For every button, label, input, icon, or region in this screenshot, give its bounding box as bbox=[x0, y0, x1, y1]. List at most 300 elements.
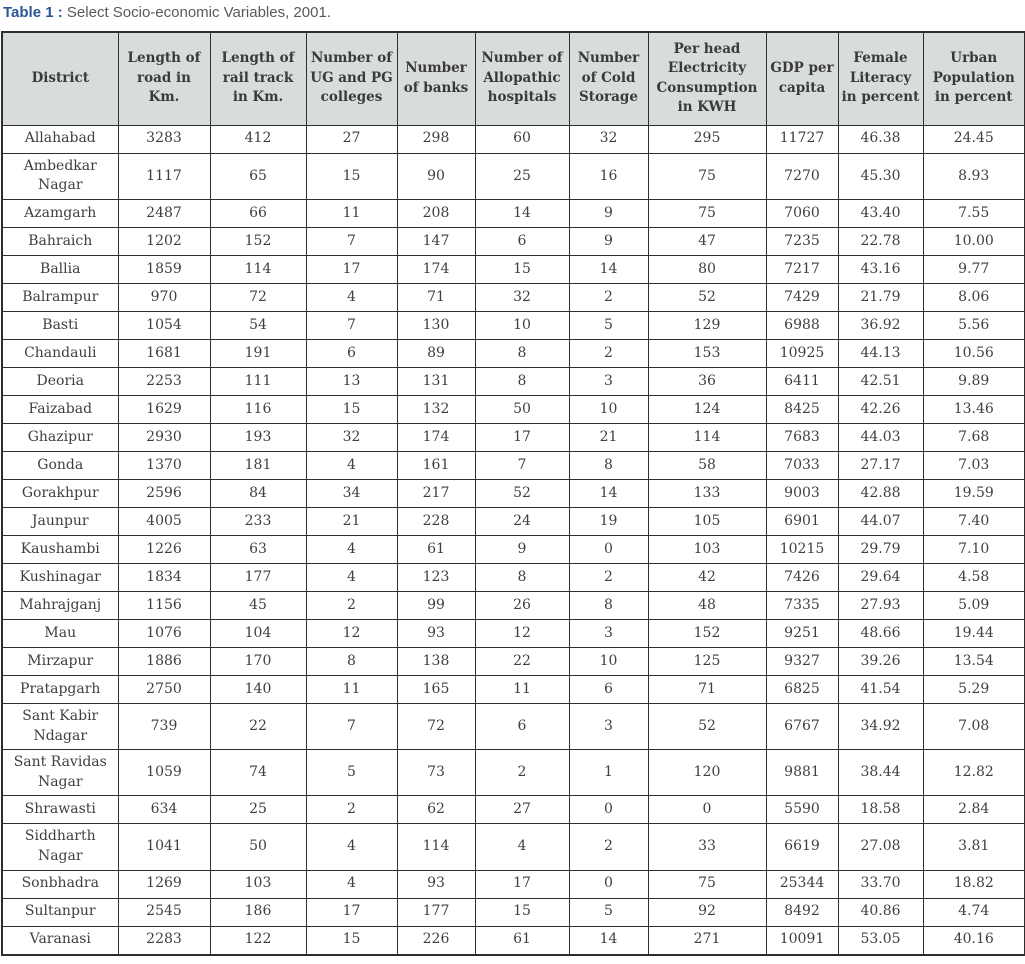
value-cell: 10.56 bbox=[923, 339, 1025, 367]
value-cell: 7033 bbox=[766, 451, 838, 479]
district-cell: Kushinagar bbox=[2, 563, 118, 591]
value-cell: 15 bbox=[475, 255, 569, 283]
value-cell: 4 bbox=[306, 870, 397, 898]
value-cell: 13 bbox=[306, 367, 397, 395]
value-cell: 2 bbox=[569, 339, 648, 367]
district-cell: Mau bbox=[2, 619, 118, 647]
value-cell: 65 bbox=[210, 153, 306, 199]
value-cell: 3 bbox=[569, 619, 648, 647]
value-cell: 40.16 bbox=[923, 926, 1025, 955]
value-cell: 45.30 bbox=[838, 153, 923, 199]
value-cell: 9003 bbox=[766, 479, 838, 507]
value-cell: 27.17 bbox=[838, 451, 923, 479]
value-cell: 7.03 bbox=[923, 451, 1025, 479]
value-cell: 1226 bbox=[118, 535, 210, 563]
value-cell: 14 bbox=[569, 255, 648, 283]
value-cell: 29.64 bbox=[838, 563, 923, 591]
value-cell: 1054 bbox=[118, 311, 210, 339]
district-cell: Ballia bbox=[2, 255, 118, 283]
district-cell: Azamgarh bbox=[2, 199, 118, 227]
value-cell: 80 bbox=[648, 255, 766, 283]
value-cell: 5 bbox=[306, 750, 397, 796]
value-cell: 33.70 bbox=[838, 870, 923, 898]
value-cell: 4 bbox=[306, 824, 397, 870]
value-cell: 120 bbox=[648, 750, 766, 796]
table-row bbox=[2, 423, 1025, 451]
value-cell: 89 bbox=[397, 339, 475, 367]
value-cell: 7.55 bbox=[923, 199, 1025, 227]
value-cell: 2 bbox=[306, 591, 397, 619]
value-cell: 3 bbox=[569, 367, 648, 395]
table-row bbox=[2, 703, 1025, 749]
value-cell: 19 bbox=[569, 507, 648, 535]
value-cell: 54 bbox=[210, 311, 306, 339]
value-cell: 10.00 bbox=[923, 227, 1025, 255]
value-cell: 52 bbox=[475, 479, 569, 507]
value-cell: 2596 bbox=[118, 479, 210, 507]
value-cell: 6411 bbox=[766, 367, 838, 395]
value-cell: 72 bbox=[397, 703, 475, 749]
value-cell: 13.54 bbox=[923, 647, 1025, 675]
value-cell: 114 bbox=[397, 824, 475, 870]
table-row bbox=[2, 311, 1025, 339]
value-cell: 71 bbox=[397, 283, 475, 311]
value-cell: 10215 bbox=[766, 535, 838, 563]
value-cell: 217 bbox=[397, 479, 475, 507]
value-cell: 7.68 bbox=[923, 423, 1025, 451]
table-body bbox=[2, 125, 1025, 954]
value-cell: 84 bbox=[210, 479, 306, 507]
value-cell: 93 bbox=[397, 619, 475, 647]
value-cell: 44.03 bbox=[838, 423, 923, 451]
value-cell: 8 bbox=[569, 451, 648, 479]
value-cell: 48 bbox=[648, 591, 766, 619]
district-cell: Gorakhpur bbox=[2, 479, 118, 507]
value-cell: 4 bbox=[306, 563, 397, 591]
value-cell: 2545 bbox=[118, 898, 210, 926]
value-cell: 208 bbox=[397, 199, 475, 227]
value-cell: 50 bbox=[475, 395, 569, 423]
value-cell: 71 bbox=[648, 675, 766, 703]
value-cell: 233 bbox=[210, 507, 306, 535]
value-cell: 40.86 bbox=[838, 898, 923, 926]
value-cell: 6 bbox=[569, 675, 648, 703]
value-cell: 8 bbox=[569, 591, 648, 619]
column-header: GDP per capita bbox=[766, 32, 838, 126]
value-cell: 24 bbox=[475, 507, 569, 535]
value-cell: 10 bbox=[475, 311, 569, 339]
value-cell: 29.79 bbox=[838, 535, 923, 563]
table-row bbox=[2, 255, 1025, 283]
value-cell: 11 bbox=[306, 199, 397, 227]
value-cell: 50 bbox=[210, 824, 306, 870]
value-cell: 152 bbox=[648, 619, 766, 647]
table-row bbox=[2, 563, 1025, 591]
value-cell: 41.54 bbox=[838, 675, 923, 703]
district-cell: Ghazipur bbox=[2, 423, 118, 451]
column-header: Number of banks bbox=[397, 32, 475, 126]
column-header: Urban Population in percent bbox=[923, 32, 1025, 126]
value-cell: 1834 bbox=[118, 563, 210, 591]
value-cell: 226 bbox=[397, 926, 475, 955]
value-cell: 14 bbox=[569, 479, 648, 507]
value-cell: 177 bbox=[397, 898, 475, 926]
value-cell: 11 bbox=[475, 675, 569, 703]
value-cell: 60 bbox=[475, 125, 569, 153]
table-row bbox=[2, 507, 1025, 535]
value-cell: 4005 bbox=[118, 507, 210, 535]
district-cell: Faizabad bbox=[2, 395, 118, 423]
value-cell: 1117 bbox=[118, 153, 210, 199]
value-cell: 140 bbox=[210, 675, 306, 703]
table-row bbox=[2, 591, 1025, 619]
value-cell: 11 bbox=[306, 675, 397, 703]
value-cell: 5 bbox=[569, 898, 648, 926]
value-cell: 1681 bbox=[118, 339, 210, 367]
value-cell: 7.08 bbox=[923, 703, 1025, 749]
value-cell: 19.59 bbox=[923, 479, 1025, 507]
value-cell: 6767 bbox=[766, 703, 838, 749]
value-cell: 0 bbox=[569, 870, 648, 898]
value-cell: 9.89 bbox=[923, 367, 1025, 395]
table-row bbox=[2, 367, 1025, 395]
district-cell: Gonda bbox=[2, 451, 118, 479]
district-cell: Balrampur bbox=[2, 283, 118, 311]
district-cell: Bahraich bbox=[2, 227, 118, 255]
value-cell: 25344 bbox=[766, 870, 838, 898]
value-cell: 11727 bbox=[766, 125, 838, 153]
value-cell: 75 bbox=[648, 153, 766, 199]
value-cell: 161 bbox=[397, 451, 475, 479]
district-cell: Mirzapur bbox=[2, 647, 118, 675]
column-header: Number of UG and PG colleges bbox=[306, 32, 397, 126]
value-cell: 103 bbox=[210, 870, 306, 898]
value-cell: 33 bbox=[648, 824, 766, 870]
table-row bbox=[2, 283, 1025, 311]
table-row bbox=[2, 153, 1025, 199]
district-cell: Siddharth Nagar bbox=[2, 824, 118, 870]
value-cell: 42 bbox=[648, 563, 766, 591]
value-cell: 7429 bbox=[766, 283, 838, 311]
value-cell: 9.77 bbox=[923, 255, 1025, 283]
value-cell: 16 bbox=[569, 153, 648, 199]
value-cell: 22 bbox=[210, 703, 306, 749]
value-cell: 66 bbox=[210, 199, 306, 227]
value-cell: 0 bbox=[569, 796, 648, 824]
value-cell: 32 bbox=[569, 125, 648, 153]
district-cell: Sant Ravidas Nagar bbox=[2, 750, 118, 796]
value-cell: 27 bbox=[306, 125, 397, 153]
district-cell: Pratapgarh bbox=[2, 675, 118, 703]
value-cell: 8 bbox=[306, 647, 397, 675]
district-cell: Ambedkar Nagar bbox=[2, 153, 118, 199]
value-cell: 132 bbox=[397, 395, 475, 423]
value-cell: 2253 bbox=[118, 367, 210, 395]
value-cell: 24.45 bbox=[923, 125, 1025, 153]
column-header: District bbox=[2, 32, 118, 126]
column-header: Number of Cold Storage bbox=[569, 32, 648, 126]
value-cell: 1 bbox=[569, 750, 648, 796]
value-cell: 114 bbox=[210, 255, 306, 283]
value-cell: 61 bbox=[397, 535, 475, 563]
socioeconomic-variables-table bbox=[1, 31, 1025, 956]
value-cell: 1859 bbox=[118, 255, 210, 283]
value-cell: 7.40 bbox=[923, 507, 1025, 535]
value-cell: 1059 bbox=[118, 750, 210, 796]
value-cell: 8425 bbox=[766, 395, 838, 423]
value-cell: 0 bbox=[569, 535, 648, 563]
value-cell: 7235 bbox=[766, 227, 838, 255]
value-cell: 17 bbox=[475, 423, 569, 451]
value-cell: 7217 bbox=[766, 255, 838, 283]
value-cell: 1370 bbox=[118, 451, 210, 479]
value-cell: 22 bbox=[475, 647, 569, 675]
district-cell: Sultanpur bbox=[2, 898, 118, 926]
value-cell: 634 bbox=[118, 796, 210, 824]
value-cell: 133 bbox=[648, 479, 766, 507]
district-cell: Allahabad bbox=[2, 125, 118, 153]
value-cell: 111 bbox=[210, 367, 306, 395]
value-cell: 2283 bbox=[118, 926, 210, 955]
value-cell: 191 bbox=[210, 339, 306, 367]
value-cell: 123 bbox=[397, 563, 475, 591]
value-cell: 52 bbox=[648, 703, 766, 749]
value-cell: 177 bbox=[210, 563, 306, 591]
value-cell: 90 bbox=[397, 153, 475, 199]
value-cell: 138 bbox=[397, 647, 475, 675]
value-cell: 8 bbox=[475, 563, 569, 591]
value-cell: 193 bbox=[210, 423, 306, 451]
value-cell: 18.58 bbox=[838, 796, 923, 824]
value-cell: 970 bbox=[118, 283, 210, 311]
value-cell: 271 bbox=[648, 926, 766, 955]
value-cell: 15 bbox=[306, 153, 397, 199]
value-cell: 116 bbox=[210, 395, 306, 423]
column-header: Number of Allopathic hospitals bbox=[475, 32, 569, 126]
table-row bbox=[2, 535, 1025, 563]
value-cell: 7.10 bbox=[923, 535, 1025, 563]
table-caption bbox=[0, 0, 1025, 31]
value-cell: 153 bbox=[648, 339, 766, 367]
value-cell: 12.82 bbox=[923, 750, 1025, 796]
value-cell: 2750 bbox=[118, 675, 210, 703]
district-cell: Mahrajganj bbox=[2, 591, 118, 619]
value-cell: 17 bbox=[306, 255, 397, 283]
value-cell: 43.16 bbox=[838, 255, 923, 283]
value-cell: 8492 bbox=[766, 898, 838, 926]
value-cell: 5 bbox=[569, 311, 648, 339]
value-cell: 99 bbox=[397, 591, 475, 619]
value-cell: 165 bbox=[397, 675, 475, 703]
value-cell: 2.84 bbox=[923, 796, 1025, 824]
value-cell: 295 bbox=[648, 125, 766, 153]
value-cell: 12 bbox=[306, 619, 397, 647]
value-cell: 4.74 bbox=[923, 898, 1025, 926]
value-cell: 4.58 bbox=[923, 563, 1025, 591]
value-cell: 43.40 bbox=[838, 199, 923, 227]
value-cell: 2930 bbox=[118, 423, 210, 451]
value-cell: 114 bbox=[648, 423, 766, 451]
table-row bbox=[2, 926, 1025, 955]
value-cell: 27 bbox=[475, 796, 569, 824]
value-cell: 42.26 bbox=[838, 395, 923, 423]
value-cell: 125 bbox=[648, 647, 766, 675]
value-cell: 21.79 bbox=[838, 283, 923, 311]
value-cell: 129 bbox=[648, 311, 766, 339]
value-cell: 3 bbox=[569, 703, 648, 749]
value-cell: 412 bbox=[210, 125, 306, 153]
value-cell: 1202 bbox=[118, 227, 210, 255]
column-header: Length of rail track in Km. bbox=[210, 32, 306, 126]
district-cell: Chandauli bbox=[2, 339, 118, 367]
table-row bbox=[2, 675, 1025, 703]
value-cell: 32 bbox=[306, 423, 397, 451]
value-cell: 27.93 bbox=[838, 591, 923, 619]
value-cell: 1886 bbox=[118, 647, 210, 675]
value-cell: 25 bbox=[475, 153, 569, 199]
district-cell: Deoria bbox=[2, 367, 118, 395]
table-row bbox=[2, 898, 1025, 926]
value-cell: 38.44 bbox=[838, 750, 923, 796]
value-cell: 7060 bbox=[766, 199, 838, 227]
value-cell: 6 bbox=[475, 703, 569, 749]
value-cell: 14 bbox=[475, 199, 569, 227]
table-row bbox=[2, 647, 1025, 675]
value-cell: 93 bbox=[397, 870, 475, 898]
value-cell: 21 bbox=[306, 507, 397, 535]
value-cell: 7 bbox=[475, 451, 569, 479]
value-cell: 174 bbox=[397, 423, 475, 451]
value-cell: 104 bbox=[210, 619, 306, 647]
value-cell: 52 bbox=[648, 283, 766, 311]
value-cell: 1156 bbox=[118, 591, 210, 619]
value-cell: 32 bbox=[475, 283, 569, 311]
value-cell: 26 bbox=[475, 591, 569, 619]
value-cell: 75 bbox=[648, 870, 766, 898]
value-cell: 19.44 bbox=[923, 619, 1025, 647]
value-cell: 174 bbox=[397, 255, 475, 283]
value-cell: 47 bbox=[648, 227, 766, 255]
value-cell: 10 bbox=[569, 395, 648, 423]
value-cell: 2 bbox=[306, 796, 397, 824]
table-row bbox=[2, 339, 1025, 367]
value-cell: 147 bbox=[397, 227, 475, 255]
value-cell: 9 bbox=[569, 199, 648, 227]
value-cell: 18.82 bbox=[923, 870, 1025, 898]
value-cell: 8 bbox=[475, 367, 569, 395]
district-cell: Varanasi bbox=[2, 926, 118, 955]
value-cell: 34 bbox=[306, 479, 397, 507]
value-cell: 7 bbox=[306, 227, 397, 255]
value-cell: 10091 bbox=[766, 926, 838, 955]
value-cell: 17 bbox=[475, 870, 569, 898]
value-cell: 3.81 bbox=[923, 824, 1025, 870]
header-row bbox=[2, 32, 1025, 126]
value-cell: 15 bbox=[306, 926, 397, 955]
value-cell: 181 bbox=[210, 451, 306, 479]
value-cell: 44.07 bbox=[838, 507, 923, 535]
value-cell: 9 bbox=[569, 227, 648, 255]
value-cell: 9 bbox=[475, 535, 569, 563]
value-cell: 42.51 bbox=[838, 367, 923, 395]
value-cell: 9881 bbox=[766, 750, 838, 796]
value-cell: 5.56 bbox=[923, 311, 1025, 339]
value-cell: 170 bbox=[210, 647, 306, 675]
value-cell: 5590 bbox=[766, 796, 838, 824]
value-cell: 5.29 bbox=[923, 675, 1025, 703]
column-header: Female Literacy in percent bbox=[838, 32, 923, 126]
table-row bbox=[2, 451, 1025, 479]
value-cell: 8.93 bbox=[923, 153, 1025, 199]
district-cell: Sonbhadra bbox=[2, 870, 118, 898]
table-row bbox=[2, 796, 1025, 824]
value-cell: 36 bbox=[648, 367, 766, 395]
value-cell: 72 bbox=[210, 283, 306, 311]
value-cell: 2 bbox=[569, 824, 648, 870]
value-cell: 13.46 bbox=[923, 395, 1025, 423]
value-cell: 7335 bbox=[766, 591, 838, 619]
value-cell: 298 bbox=[397, 125, 475, 153]
value-cell: 7 bbox=[306, 703, 397, 749]
value-cell: 21 bbox=[569, 423, 648, 451]
value-cell: 6 bbox=[475, 227, 569, 255]
value-cell: 739 bbox=[118, 703, 210, 749]
value-cell: 46.38 bbox=[838, 125, 923, 153]
table-row bbox=[2, 619, 1025, 647]
value-cell: 4 bbox=[475, 824, 569, 870]
value-cell: 9251 bbox=[766, 619, 838, 647]
value-cell: 7 bbox=[306, 311, 397, 339]
value-cell: 9327 bbox=[766, 647, 838, 675]
value-cell: 74 bbox=[210, 750, 306, 796]
value-cell: 92 bbox=[648, 898, 766, 926]
value-cell: 1269 bbox=[118, 870, 210, 898]
value-cell: 7683 bbox=[766, 423, 838, 451]
value-cell: 3283 bbox=[118, 125, 210, 153]
value-cell: 8.06 bbox=[923, 283, 1025, 311]
table-row bbox=[2, 125, 1025, 153]
district-cell: Jaunpur bbox=[2, 507, 118, 535]
value-cell: 15 bbox=[475, 898, 569, 926]
table-row bbox=[2, 870, 1025, 898]
value-cell: 48.66 bbox=[838, 619, 923, 647]
value-cell: 131 bbox=[397, 367, 475, 395]
table-row bbox=[2, 750, 1025, 796]
table-caption-text: Select Socio-economic Variables, 2001. bbox=[66, 4, 331, 21]
value-cell: 1076 bbox=[118, 619, 210, 647]
value-cell: 4 bbox=[306, 283, 397, 311]
column-header: Length of road in Km. bbox=[118, 32, 210, 126]
value-cell: 5.09 bbox=[923, 591, 1025, 619]
value-cell: 1629 bbox=[118, 395, 210, 423]
value-cell: 2487 bbox=[118, 199, 210, 227]
value-cell: 17 bbox=[306, 898, 397, 926]
value-cell: 73 bbox=[397, 750, 475, 796]
value-cell: 103 bbox=[648, 535, 766, 563]
value-cell: 58 bbox=[648, 451, 766, 479]
value-cell: 34.92 bbox=[838, 703, 923, 749]
value-cell: 228 bbox=[397, 507, 475, 535]
table-caption-label: Table 1 : bbox=[3, 4, 63, 21]
value-cell: 53.05 bbox=[838, 926, 923, 955]
value-cell: 8 bbox=[475, 339, 569, 367]
value-cell: 124 bbox=[648, 395, 766, 423]
value-cell: 61 bbox=[475, 926, 569, 955]
value-cell: 122 bbox=[210, 926, 306, 955]
table-row bbox=[2, 395, 1025, 423]
value-cell: 10 bbox=[569, 647, 648, 675]
value-cell: 4 bbox=[306, 451, 397, 479]
